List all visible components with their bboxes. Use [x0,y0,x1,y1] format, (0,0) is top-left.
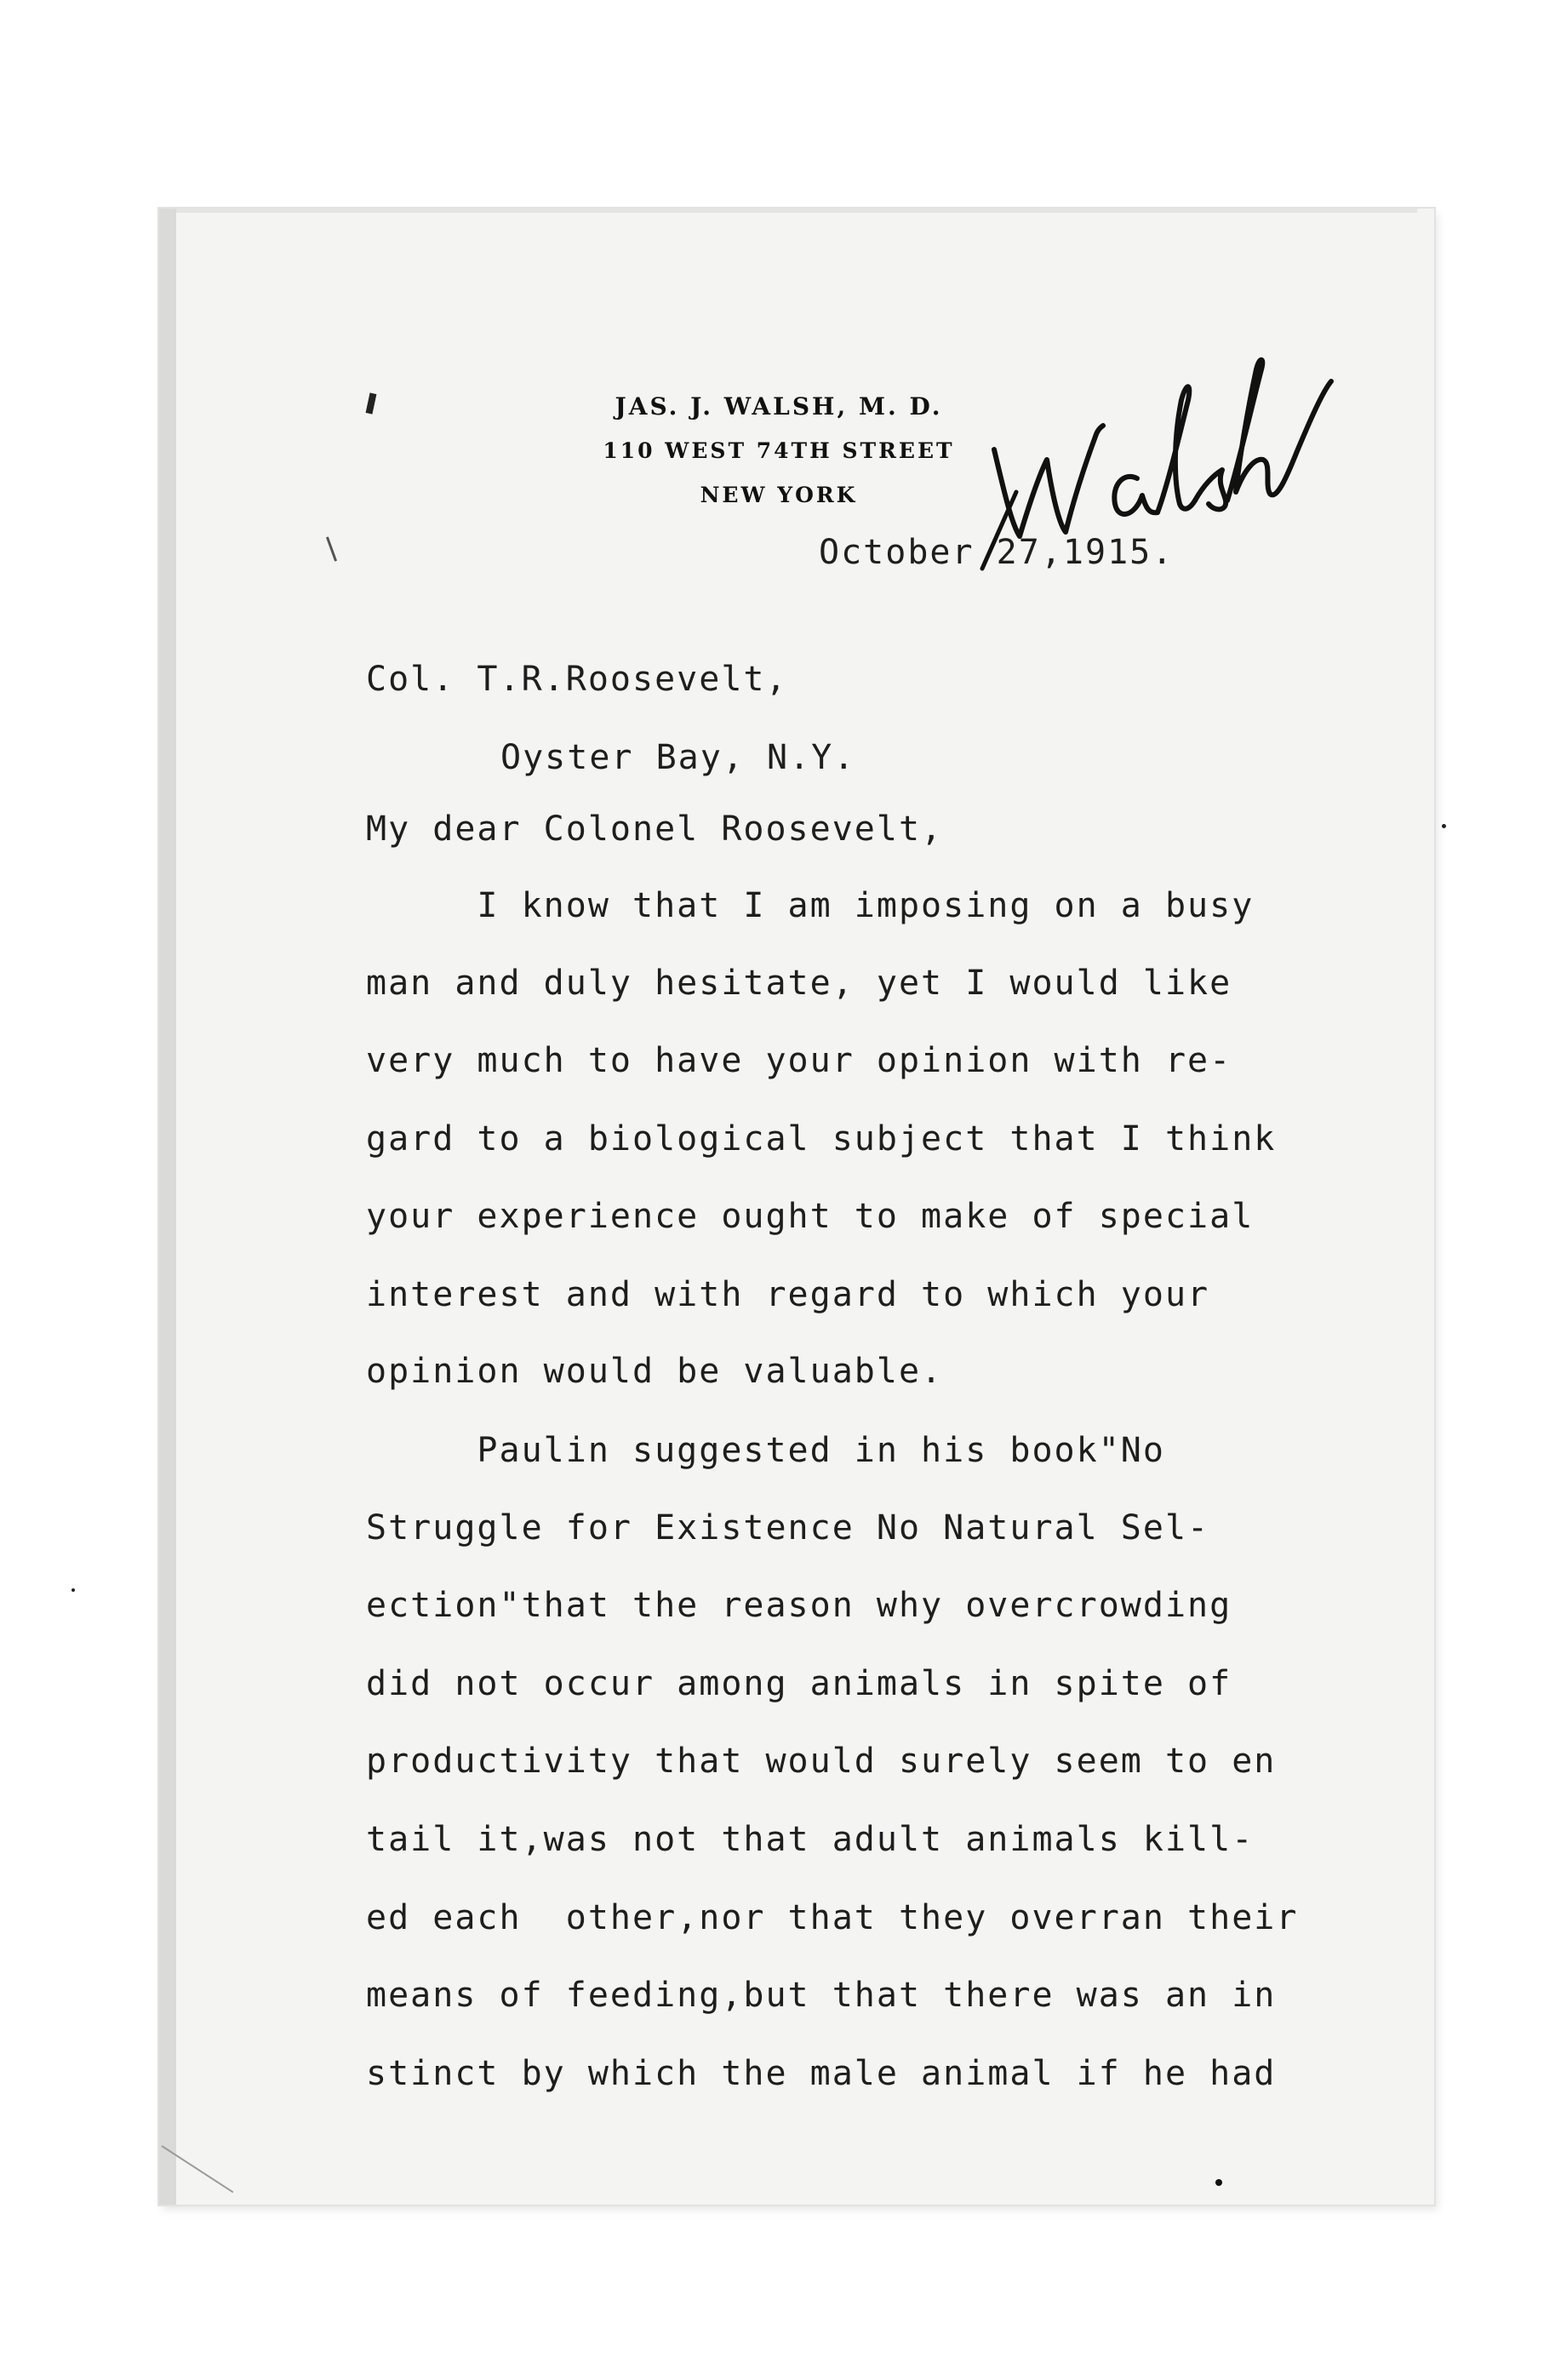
body-line: Struggle for Existence No Natural Sel- [366,1508,1210,1548]
recipient-place: Oyster Bay, N.Y. [500,738,856,777]
letterhead-address: 110 WEST 74TH STREET [603,438,955,463]
body-line: tail it,was not that adult animals kill- [366,1820,1255,1859]
body-line: I know that I am imposing on a busy [366,886,1255,925]
body-line: means of feeding,but that there was an in [366,1976,1277,2015]
letterhead-name: JAS. J. WALSH, M. D. [615,392,943,421]
ink-dot [1215,2179,1222,2186]
body-line: man and duly hesitate, yet I would like [366,964,1232,1003]
body-line: gard to a biological subject that I think [366,1119,1277,1159]
letter-date: October 27,1915. [819,533,1175,572]
body-line: ed each other,nor that they overran their [366,1898,1299,1937]
body-line: your experience ought to make of special [366,1197,1255,1236]
body-line: did not occur among animals in spite of [366,1664,1232,1703]
body-line: opinion would be valuable. [366,1352,944,1391]
salutation: My dear Colonel Roosevelt, [366,810,944,849]
dust-speck [1442,824,1446,828]
body-line: interest and with regard to which your [366,1275,1210,1314]
body-line: stinct by which the male animal if he had [366,2054,1277,2093]
body-line: Paulin suggested in his book"No [366,1431,1165,1470]
body-line: productivity that would surely seem to en [366,1742,1277,1781]
recipient-name: Col. T.R.Roosevelt, [366,660,788,699]
letterhead [553,385,1004,518]
body-line: very much to have your opinion with re- [366,1041,1232,1080]
body-line: ection"that the reason why overcrowding [366,1586,1232,1625]
dust-speck [71,1588,75,1592]
sheet-top-edge [176,209,1417,213]
letterhead-city: NEW YORK [700,483,858,507]
